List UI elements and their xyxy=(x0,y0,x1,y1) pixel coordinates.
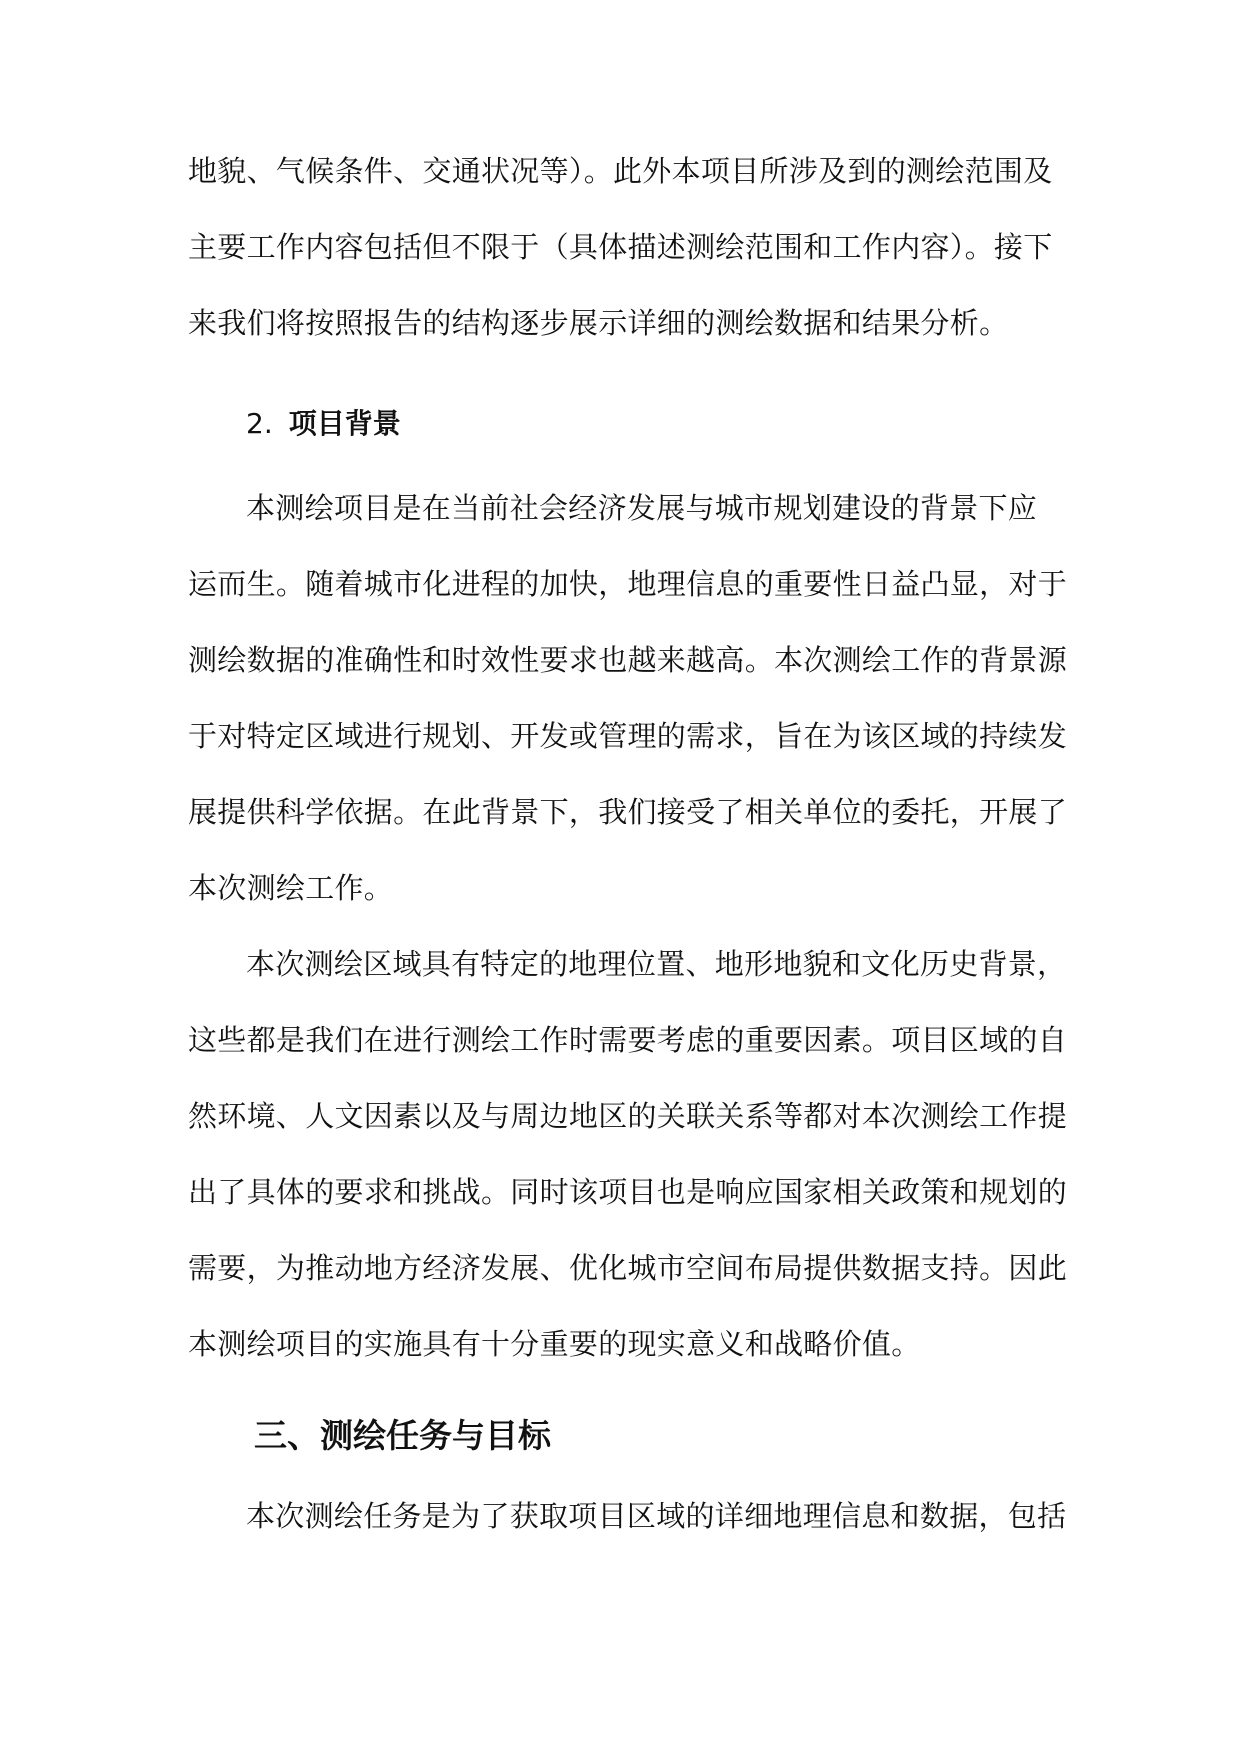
text-line: 这些都是我们在进行测绘工作时需要考虑的重要因素。项目区域的自 xyxy=(188,1023,1068,1057)
text-line: 出了具体的要求和挑战。同时该项目也是响应国家相关政策和规划的 xyxy=(188,1175,1068,1209)
text-line: 来我们将按照报告的结构逐步展示详细的测绘数据和结果分析。 xyxy=(188,306,1009,340)
text-line: 测绘数据的准确性和时效性要求也越来越高。本次测绘工作的背景源 xyxy=(188,643,1068,677)
text-line: 然环境、人文因素以及与周边地区的关联关系等都对本次测绘工作提 xyxy=(188,1099,1068,1133)
text-line: 于对特定区域进行规划、开发或管理的需求，旨在为该区域的持续发 xyxy=(188,719,1068,753)
text-line: 本测绘项目是在当前社会经济发展与城市规划建设的背景下应 xyxy=(246,491,1038,525)
text-line: 需要，为推动地方经济发展、优化城市空间布局提供数据支持。因此 xyxy=(188,1251,1068,1285)
text-line: 运而生。随着城市化进程的加快，地理信息的重要性日益凸显，对于 xyxy=(188,567,1068,601)
text-line: 本测绘项目的实施具有十分重要的现实意义和战略价值。 xyxy=(188,1327,921,1361)
section-3-heading: 三、测绘任务与目标 xyxy=(254,1416,551,1455)
section-3-paragraph-1 xyxy=(188,1478,1067,1554)
section-2-number: 2. xyxy=(246,407,273,440)
intro-paragraph xyxy=(188,133,1058,361)
text-line: 主要工作内容包括但不限于（具体描述测绘范围和工作内容）。接下 xyxy=(188,230,1053,264)
section-2-paragraph-1 xyxy=(188,470,1068,926)
text-line: 地貌、气候条件、交通状况等）。此外本项目所涉及到的测绘范围及 xyxy=(188,154,1053,188)
section-2-heading xyxy=(246,404,401,444)
section-2-title: 项目背景 xyxy=(288,407,401,440)
section-2-paragraph-2 xyxy=(188,926,1068,1382)
text-line: 本次测绘任务是为了获取项目区域的详细地理信息和数据，包括 xyxy=(246,1499,1067,1533)
text-line: 展提供科学依据。在此背景下，我们接受了相关单位的委托，开展了 xyxy=(188,795,1068,829)
text-line: 本次测绘工作。 xyxy=(188,871,394,905)
text-line: 本次测绘区域具有特定的地理位置、地形地貌和文化历史背景， xyxy=(246,947,1067,981)
